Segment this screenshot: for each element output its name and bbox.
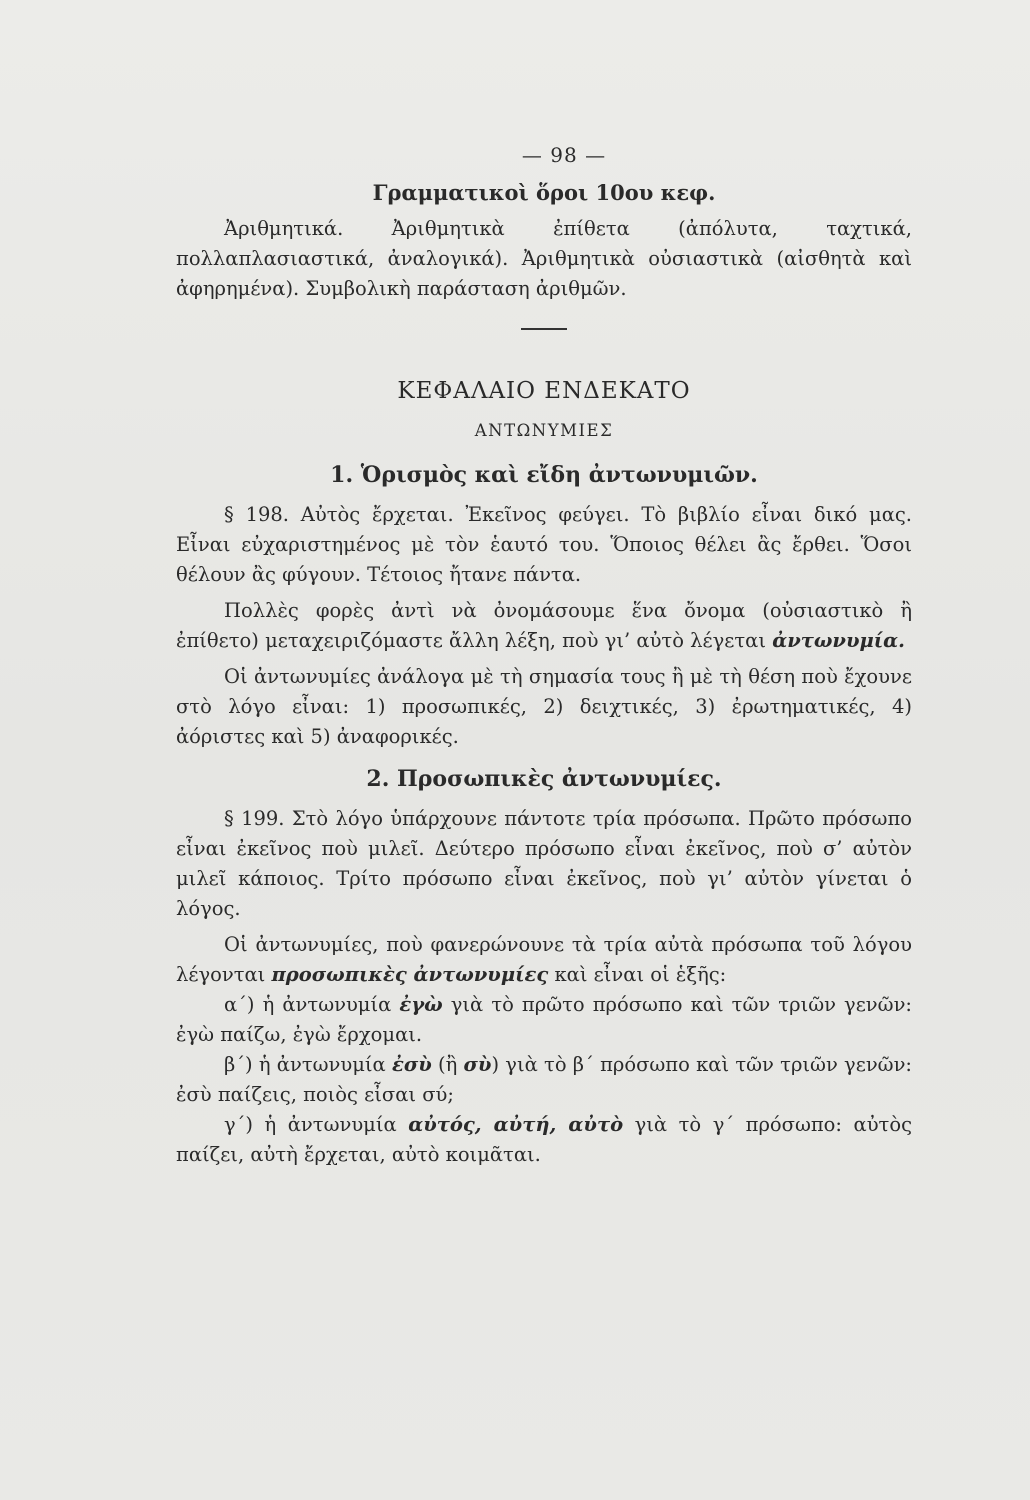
- item-alpha: [176, 990, 912, 1050]
- separator-rule: [521, 328, 567, 330]
- paragraph-199: § 199. Στὸ λόγο ὑπάρχουνε πάντοτε τρία πρόσωπα. Πρῶτο πρόσωπο εἶναι ἐκεῖνος ποὺ μιλεῖ. Δεύτερο πρόσωπο εἶναι ἐκεῖνος, ποὺ σ’ αὐτὸν μιλεῖ κάποιος. Τρίτο πρόσωπο εἶναι ἐκεῖνος, ποὺ γι’ αὐτὸν γίνεται ὁ λόγος.: [176, 807, 912, 920]
- item-gamma-post: γιὰ τὸ γ΄ πρόσωπο: αὐτὸς παίζει, αὐτὴ ἔρχεται, αὐτὸ κοιμᾶται.: [176, 1113, 912, 1166]
- item-beta-pre: β΄) ἡ ἀντωνυμία: [224, 1053, 392, 1076]
- section-heading-1: 1. Ὁρισμὸς καὶ εἴδη ἀντωνυμιῶν.: [330, 462, 758, 488]
- term-antonymia: ἀντωνυμία.: [772, 629, 905, 652]
- page-content: [176, 140, 912, 1170]
- paragraph-definition: [176, 596, 912, 656]
- item-gamma: [176, 1110, 912, 1170]
- chapter-title: ΚΕΦΑΛΑΙΟ ΕΝΔΕΚΑΤΟ: [397, 378, 691, 404]
- item-alpha-post: γιὰ τὸ πρῶτο πρόσωπο καὶ τῶν τριῶν γενῶν: ἐγὼ παίζω, ἐγὼ ἔρχομαι.: [176, 993, 912, 1046]
- chapter-subtitle: ΑΝΤΩΝΥΜΙΕΣ: [474, 421, 614, 440]
- paragraph-198: § 198. Αὐτὸς ἔρχεται. Ἐκεῖνος φεύγει. Τὸ βιβλίο εἶναι δικό μας. Εἶναι εὐχαριστημένος μὲ τὸν ἑαυτό του. Ὅποιος θέλει ἂς ἔρθει. Ὅσοι θέλουν ἂς φύγουν. Τέτοιος ἤτανε πάντα.: [176, 503, 912, 586]
- term-aftos: αὐτός, αὐτή, αὐτὸ: [408, 1113, 624, 1136]
- page-number: — 98 —: [521, 143, 607, 167]
- item-beta-mid: (ἢ: [431, 1053, 464, 1076]
- term-sy: σὺ: [463, 1053, 492, 1076]
- paragraph-personal: [176, 930, 912, 990]
- item-alpha-pre: α΄) ἡ ἀντωνυμία: [224, 993, 400, 1016]
- section-heading-2: 2. Προσωπικὲς ἀντωνυμίες.: [366, 766, 722, 792]
- grammar-notes-text: Ἀριθμητικά. Ἀριθμητικὰ ἐπίθετα (ἀπόλυτα, ταχτικά, πολλαπλασιαστικά, ἀναλογικά). Ἀριθμητικὰ οὐσιαστικὰ (αἰσθητὰ καὶ ἀφηρημένα). Συμβολικὴ παράσταση ἀριθμῶν.: [176, 217, 912, 300]
- term-ego: ἐγὼ: [399, 993, 443, 1016]
- paragraph-kinds: Οἱ ἀντωνυμίες ἀνάλογα μὲ τὴ σημασία τους ἢ μὲ τὴ θέση ποὺ ἔχουνε στὸ λόγο εἶναι: 1) προσωπικές, 2) δειχτικές, 3) ἐρωτηματικές, 4) ἀόριστες καὶ 5) ἀναφορικές.: [176, 665, 912, 748]
- paragraph-personal-a: Οἱ ἀντωνυμίες, ποὺ φανερώνουνε τὰ τρία αὐτὰ πρόσωπα τοῦ λόγου λέγονται: [176, 933, 912, 986]
- term-esy: ἐσὺ: [391, 1053, 432, 1076]
- item-gamma-pre: γ΄) ἡ ἀντωνυμία: [224, 1113, 409, 1136]
- paragraph-definition-text: Πολλὲς φορὲς ἀντὶ νὰ ὀνομάσουμε ἕνα ὄνομα (οὐσιαστικὸ ἢ ἐπίθετο) μεταχειριζόμαστε ἄλλη λέξη, ποὺ γι’ αὐτὸ λέγεται: [176, 599, 912, 652]
- grammar-notes-title: Γραμματικοὶ ὅροι 10ου κεφ.: [372, 180, 716, 205]
- item-beta: [176, 1050, 912, 1110]
- term-personal-pronouns: προσωπικὲς ἀντωνυμίες: [271, 963, 549, 986]
- item-beta-post: ) γιὰ τὸ β΄ πρόσωπο καὶ τῶν τριῶν γενῶν: ἐσὺ παίζεις, ποιὸς εἶσαι σύ;: [176, 1053, 912, 1106]
- paragraph-personal-b: καὶ εἶναι οἱ ἑξῆς:: [548, 963, 727, 986]
